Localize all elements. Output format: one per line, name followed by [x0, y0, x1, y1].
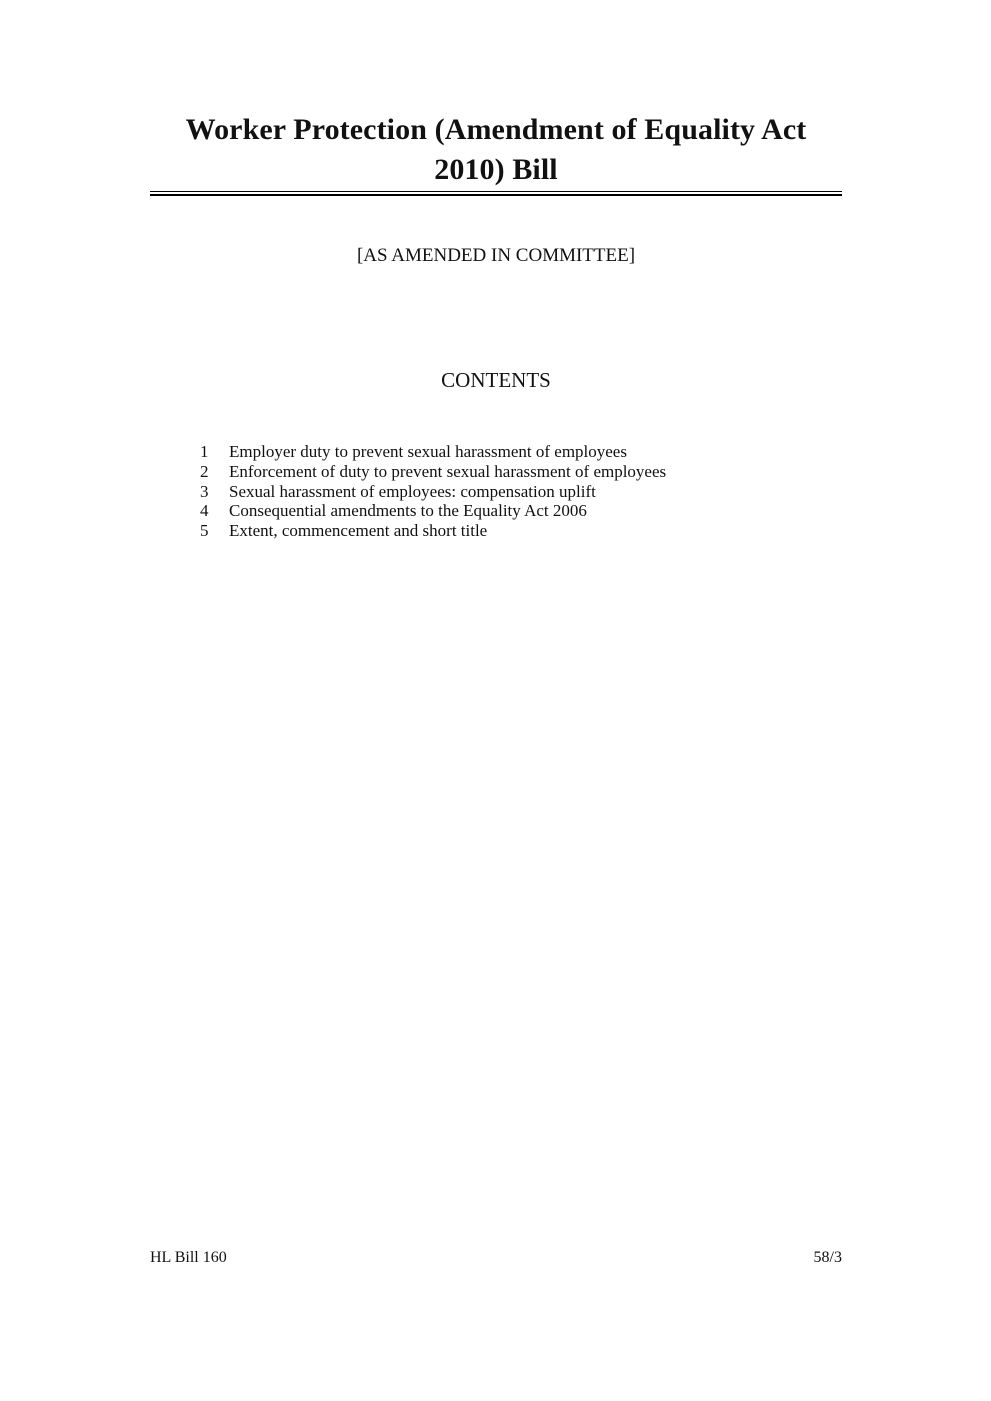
toc-item[interactable] — [196, 482, 666, 502]
bill-title-line-2: 2010) Bill — [434, 153, 558, 186]
toc-item[interactable] — [196, 521, 666, 541]
toc-item-number: 5 — [200, 521, 209, 541]
table-of-contents — [196, 442, 666, 541]
title-rule-thin — [150, 191, 842, 192]
toc-item[interactable] — [196, 501, 666, 521]
bill-title-line-1: Worker Protection (Amendment of Equality Act — [185, 113, 807, 146]
toc-item-label[interactable]: Consequential amendments to the Equality Act 2006 — [229, 501, 587, 521]
contents-heading: CONTENTS — [441, 368, 551, 392]
toc-item-number: 2 — [200, 461, 209, 481]
toc-item-label[interactable]: Enforcement of duty to prevent sexual harassment of employees — [229, 461, 667, 481]
toc-item-number: 3 — [200, 481, 209, 501]
toc-item-label[interactable]: Sexual harassment of employees: compensation uplift — [229, 481, 596, 501]
title-rule-thick — [150, 194, 842, 196]
footer-bill-reference: HL Bill 160 — [150, 1249, 227, 1266]
footer-print-number: 58/3 — [813, 1249, 842, 1266]
toc-item-number: 4 — [200, 501, 209, 521]
bill-title — [150, 110, 842, 190]
title-double-rule — [150, 191, 842, 197]
toc-item-number: 1 — [200, 442, 209, 461]
toc-item-label[interactable]: Employer duty to prevent sexual harassment of employees — [229, 442, 627, 461]
toc-item[interactable] — [196, 462, 666, 482]
amendment-status: [AS AMENDED IN COMMITTEE] — [356, 245, 636, 266]
toc-item-label[interactable]: Extent, commencement and short title — [229, 521, 488, 541]
toc-item[interactable] — [196, 442, 666, 462]
